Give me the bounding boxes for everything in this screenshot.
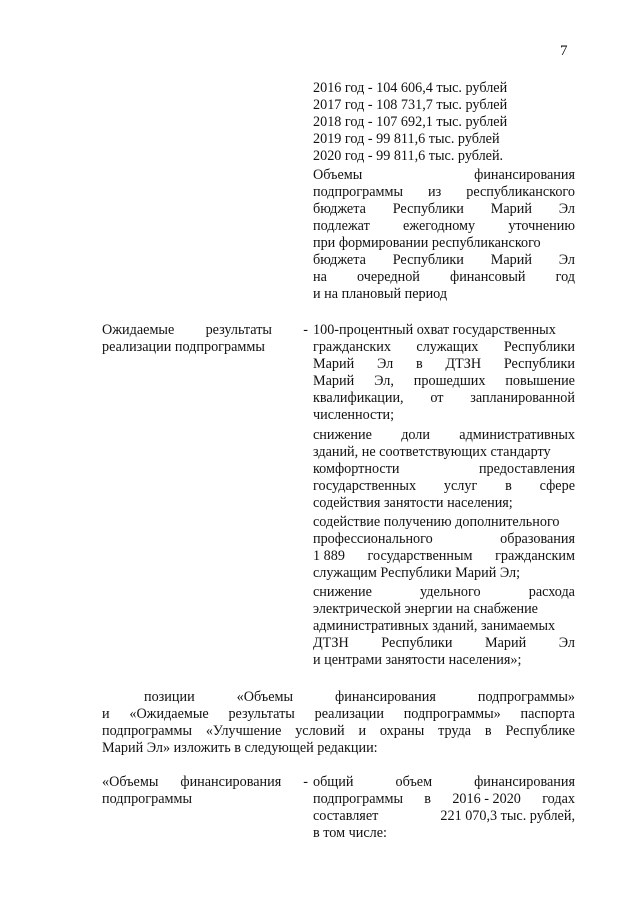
funding-total-line: подпрограммы в 2016 - 2020 годах [313, 791, 575, 807]
funding-year-2017: 2017 год - 108 731,7 тыс. рублей [313, 97, 508, 113]
funding-note-line: подпрограммы из республиканского [313, 184, 575, 200]
funding-total-line: в том числе: [313, 825, 387, 841]
expected-results-label: реализации подпрограммы [102, 339, 265, 355]
expected-results-line: содействия занятости населения; [313, 495, 513, 511]
expected-results-line: Марий Эл, прошедших повышение [313, 373, 575, 389]
expected-results-line: служащим Республики Марий Эл; [313, 565, 521, 581]
expected-results-line: квалификации, от запланированной [313, 390, 575, 406]
expected-results-line: Марий Эл в ДТЗН Республики [313, 356, 575, 372]
expected-results-line: административных зданий, занимаемых [313, 618, 556, 634]
expected-results-line: профессионального образования [313, 531, 575, 547]
funding-year-2019: 2019 год - 99 811,6 тыс. рублей [313, 131, 500, 147]
expected-results-line: гражданских служащих Республики [313, 339, 575, 355]
expected-results-line: 1 889 государственным гражданским [313, 548, 575, 564]
funding-label: «Объемы финансирования - [102, 774, 308, 790]
funding-note-line: на очередной финансовый год [313, 269, 575, 285]
expected-results-line: зданий, не соответствующих стандарту [313, 444, 551, 460]
main-paragraph-line: позиции «Объемы финансирования подпрограммы» [144, 689, 575, 705]
funding-year-2020: 2020 год - 99 811,6 тыс. рублей. [313, 148, 504, 164]
funding-note-line: бюджета Республики Марий Эл [313, 252, 575, 268]
funding-year-2018: 2018 год - 107 692,1 тыс. рублей [313, 114, 508, 130]
expected-results-line: снижение удельного расхода [313, 584, 575, 600]
expected-results-label: Ожидаемые результаты - [102, 322, 308, 338]
funding-note-line: Объемы финансирования [313, 167, 575, 183]
expected-results-line: содействие получению дополнительного [313, 514, 560, 530]
funding-note-line: при формировании республиканского [313, 235, 541, 251]
expected-results-line: снижение доли административных [313, 427, 575, 443]
expected-results-line: комфортности предоставления [313, 461, 575, 477]
expected-results-line: 100-процентный охват государственных [313, 322, 556, 338]
expected-results-line: численности; [313, 407, 395, 423]
expected-results-line: ДТЗН Республики Марий Эл [313, 635, 575, 651]
funding-year-2016: 2016 год - 104 606,4 тыс. рублей [313, 80, 508, 96]
funding-total-line: общий объем финансирования [313, 774, 575, 790]
expected-results-line: электрической энергии на снабжение [313, 601, 538, 617]
page-number: 7 [560, 43, 568, 59]
funding-note-line: и на плановый период [313, 286, 448, 302]
funding-total-line: составляет 221 070,3 тыс. рублей, [313, 808, 575, 824]
main-paragraph-line: подпрограммы «Улучшение условий и охраны труда в Республике [102, 723, 575, 739]
funding-note-line: подлежат ежегодному уточнению [313, 218, 575, 234]
funding-note-line: бюджета Республики Марий Эл [313, 201, 575, 217]
main-paragraph-line: и «Ожидаемые результаты реализации подпрограммы» паспорта [102, 706, 575, 722]
main-paragraph-line: Марий Эл» изложить в следующей редакции: [102, 740, 378, 756]
funding-label: подпрограммы [102, 791, 192, 807]
expected-results-line: и центрами занятости населения»; [313, 652, 522, 668]
expected-results-line: государственных услуг в сфере [313, 478, 575, 494]
